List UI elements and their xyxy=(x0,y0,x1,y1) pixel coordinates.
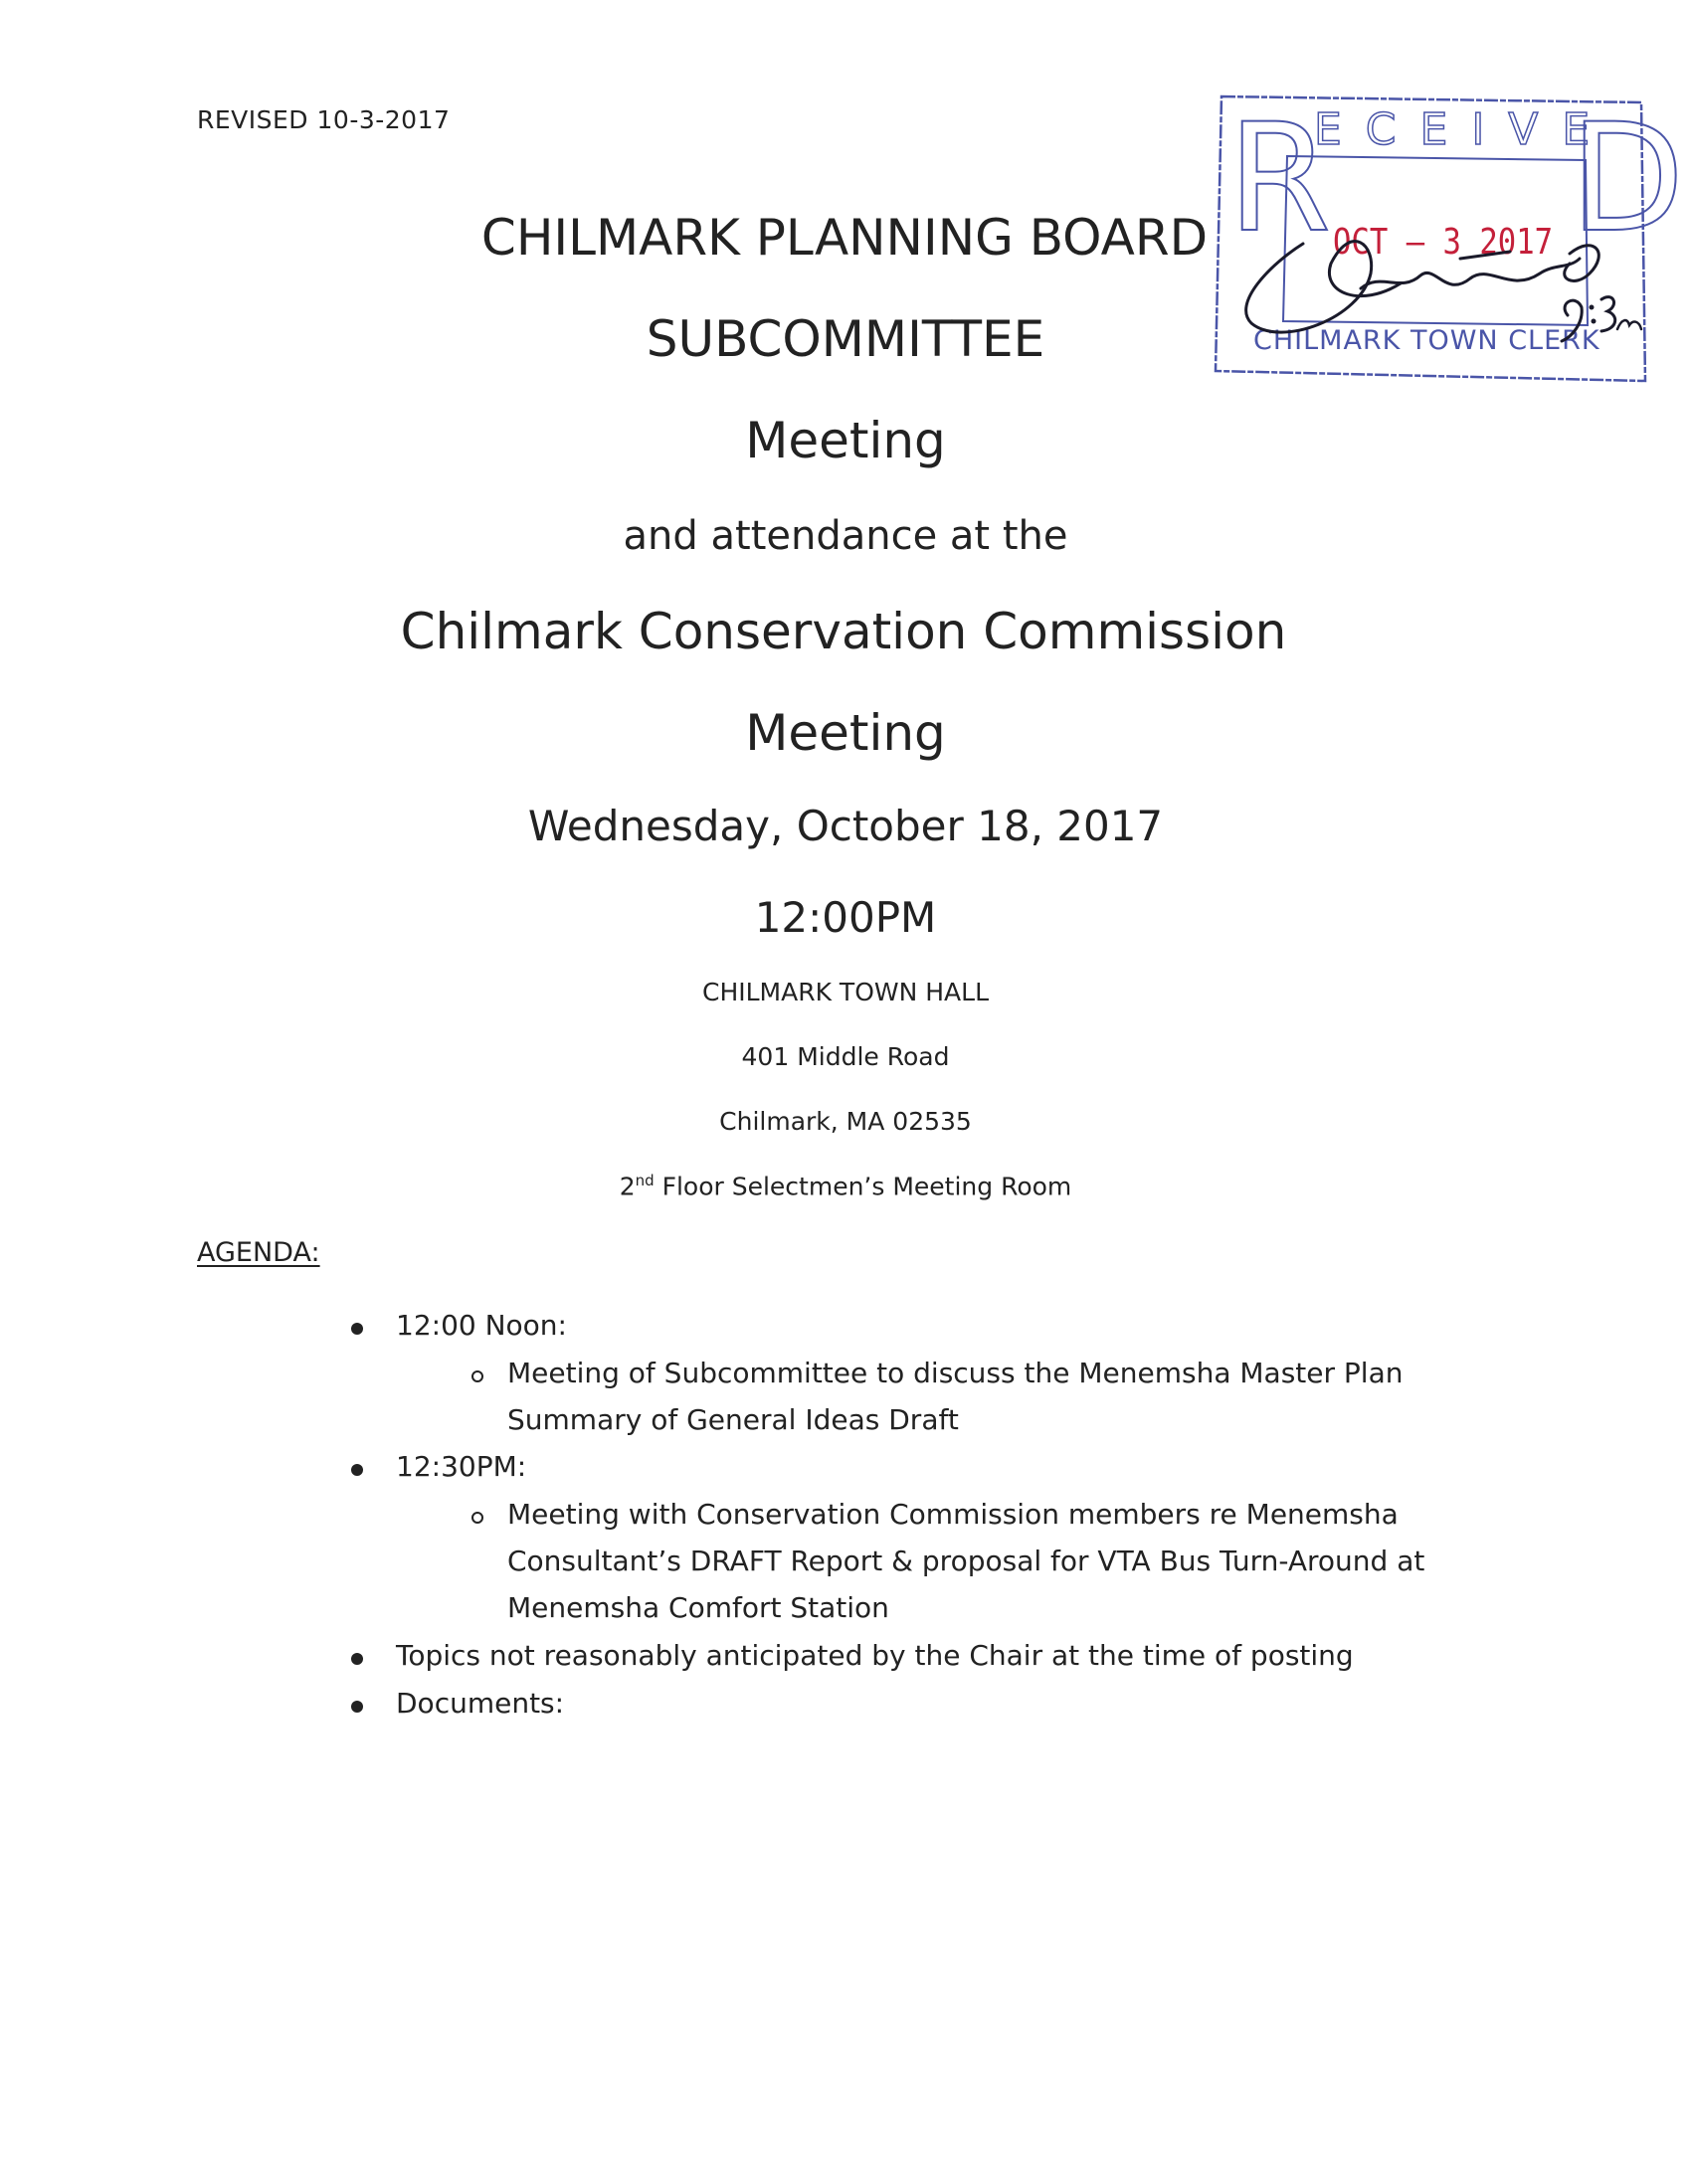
title-line-4: and attendance at the xyxy=(623,513,1068,559)
bullet-icon xyxy=(351,1464,363,1476)
sub-bullet-icon xyxy=(471,1512,483,1524)
bullet-icon xyxy=(351,1323,363,1335)
title-line-6: Meeting xyxy=(745,704,946,762)
title-line-5: Chilmark Conservation Commission xyxy=(400,603,1287,660)
received-stamp xyxy=(1212,92,1685,385)
location-city: Chilmark, MA 02535 xyxy=(719,1107,972,1136)
meeting-date: Wednesday, October 18, 2017 xyxy=(527,802,1164,850)
room-number: 2 xyxy=(619,1172,636,1201)
location-street: 401 Middle Road xyxy=(741,1042,950,1071)
stamp-letters-middle: ECEIVE xyxy=(1314,104,1614,155)
agenda-item-1-sub-2: Summary of General Ideas Draft xyxy=(507,1403,959,1436)
agenda-item-2-sub-2: Consultant’s DRAFT Report & proposal for VTA Bus Turn-Around at xyxy=(507,1545,1425,1577)
agenda-label: AGENDA: xyxy=(197,1237,320,1268)
title-line-1: CHILMARK PLANNING BOARD xyxy=(480,209,1209,267)
agenda-item-4: Documents: xyxy=(396,1687,565,1720)
agenda-item-2-sub-1: Meeting with Conservation Commission members re Menemsha xyxy=(507,1498,1399,1531)
room-rest: Floor Selectmen’s Meeting Room xyxy=(654,1172,1072,1201)
stamp-date: OCT – 3 2017 xyxy=(1333,222,1554,263)
bullet-icon xyxy=(351,1653,363,1665)
room-suffix: nd xyxy=(635,1172,655,1189)
meeting-time: 12:00PM xyxy=(754,893,937,942)
stamp-clerk: CHILMARK TOWN CLERK xyxy=(1253,325,1600,356)
location-building: CHILMARK TOWN HALL xyxy=(701,978,989,1006)
signature-icon xyxy=(1212,94,1649,385)
agenda-item-1: 12:00 Noon: xyxy=(396,1309,567,1342)
title-line-2: SUBCOMMITTEE xyxy=(646,310,1045,368)
agenda-item-1-sub-1: Meeting of Subcommittee to discuss the Menemsha Master Plan xyxy=(507,1357,1404,1389)
sub-bullet-icon xyxy=(471,1370,483,1382)
title-line-3: Meeting xyxy=(745,412,946,469)
agenda-item-2-sub-3: Menemsha Comfort Station xyxy=(507,1591,889,1624)
revised-note: REVISED 10-3-2017 xyxy=(197,105,451,134)
agenda-item-2: 12:30PM: xyxy=(396,1450,527,1483)
stamp-letter-r: R xyxy=(1227,92,1332,266)
stamp-letter-d: D xyxy=(1570,92,1685,266)
bullet-icon xyxy=(351,1701,363,1713)
agenda-item-3: Topics not reasonably anticipated by the Chair at the time of posting xyxy=(396,1639,1354,1672)
location-room xyxy=(0,1172,1691,1200)
